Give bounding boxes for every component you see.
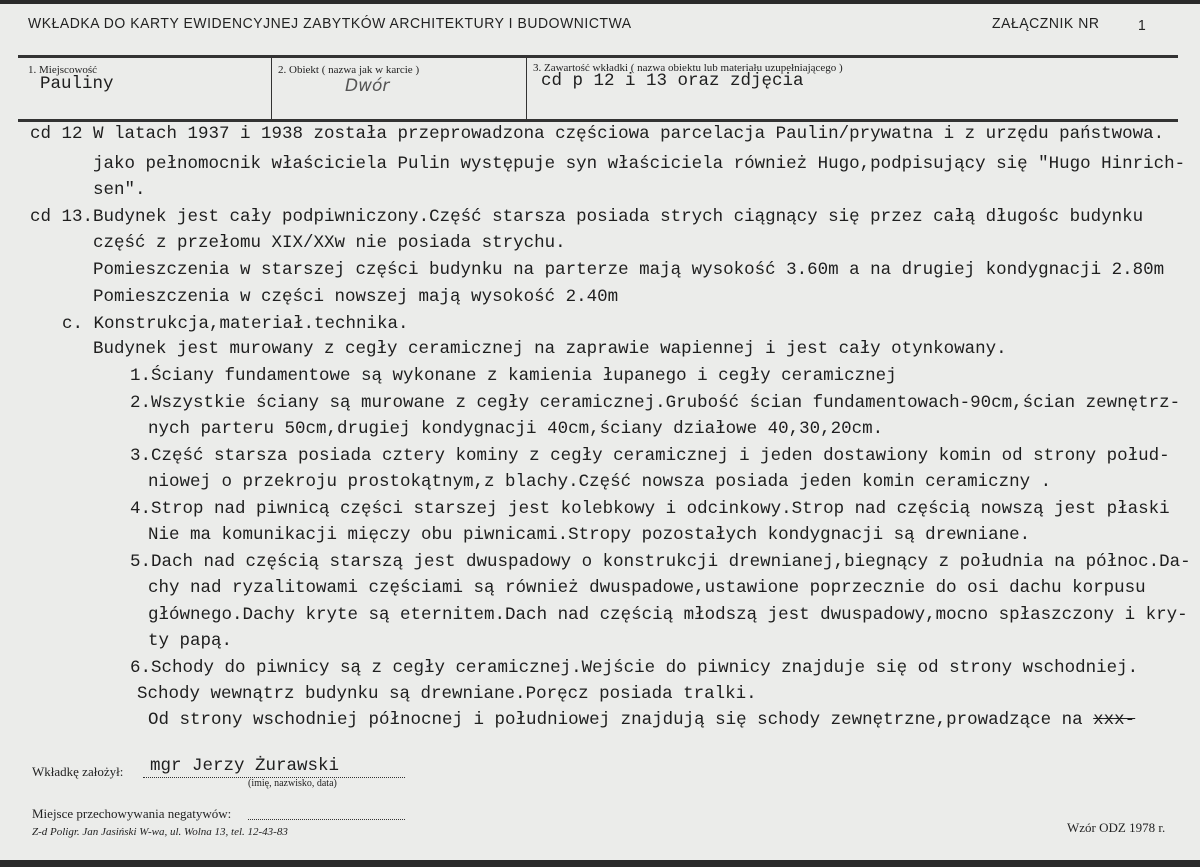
- text-line: 1.Ściany fundamentowe są wykonane z kamienia łupanego i cegły ceramicznej: [130, 366, 897, 386]
- text-line: 3.Część starsza posiada cztery kominy z cegły ceramicznej i jeden dostawiony komin od strony połud-: [130, 446, 1170, 466]
- annex-number: 1: [1138, 17, 1147, 34]
- text-line: Schody wewnątrz budynku są drewniane.Poręcz posiada tralki.: [137, 684, 757, 704]
- locality-value: Pauliny: [40, 74, 114, 94]
- text-line: cd 13.Budynek jest cały podpiwniczony.Część starsza posiada strych ciągnący się przez całą długośc budynku: [30, 207, 1144, 227]
- text-line: Budynek jest murowany z cegły ceramicznej na zaprawie wapiennej i jest cały otynkowany.: [93, 339, 1007, 359]
- contents-label: 3. Zawartość wkładki ( nazwa obiektu lub materiału uzupełniającego ): [533, 62, 843, 74]
- text-line: sen".: [93, 180, 146, 200]
- locality-label: 1. Miejscowość: [28, 64, 98, 76]
- author-value: mgr Jerzy Żurawski: [150, 756, 340, 776]
- text-line: część z przełomu XIX/XXw nie posiada strychu.: [93, 233, 566, 253]
- divider: [526, 57, 527, 119]
- negatives-dotted-line: [248, 819, 405, 820]
- text-line: Pomieszczenia w części nowszej mają wysokość 2.40m: [93, 287, 619, 307]
- author-hint: (imię, nazwisko, data): [248, 778, 337, 789]
- text-line: [148, 710, 1135, 730]
- text-line: niowej o przekroju prostokątnym,z blachy.Część nowsza posiada jeden komin ceramiczny .: [148, 472, 1052, 492]
- object-label: 2. Obiekt ( nazwa jak w karcie ): [278, 64, 420, 76]
- contents-value: cd p 12 i 13 oraz zdjęcia: [541, 71, 804, 91]
- text-line: Pomieszczenia w starszej części budynku na parterze mają wysokość 3.60m a na drugiej kondygnacji 2.80m: [93, 260, 1165, 280]
- text-line: 4.Strop nad piwnicą części starszej jest kolebkowy i odcinkowy.Strop nad częścią nowszą jest płaski: [130, 499, 1170, 519]
- text-line: cd 12 W latach 1937 i 1938 została przeprowadzona częściowa parcelacja Paulin/prywatna i z urzędu państwowa.: [30, 124, 1165, 144]
- text-line: Nie ma komunikacji mięczy obu piwnicami.Stropy pozostałych kondygnacji są drewniane.: [148, 525, 1031, 545]
- negatives-label: Miejsce przechowywania negatywów:: [32, 806, 232, 821]
- struck-text: xxx-: [1093, 710, 1136, 730]
- printer-info: Z-d Poligr. Jan Jasiński W-wa, ul. Wolna 13, tel. 12-43-83: [32, 826, 288, 838]
- text-line-content: Od strony wschodniej północnej i południowej znajdują się schody zewnętrzne,prowadzące na: [148, 710, 1083, 730]
- text-line: c. Konstrukcja,materiał.technika.: [62, 314, 409, 334]
- top-rule: [18, 55, 1178, 58]
- text-line: chy nad ryzalitowami częściami są również dwuspadowe,ustawione poprzecznie do osi dachu korpusu: [148, 578, 1146, 598]
- text-line: jako pełnomocnik właściciela Pulin występuje syn właściciela również Hugo,podpisujący się "Hugo Hinrich-: [93, 154, 1186, 174]
- form-model: Wzór ODZ 1978 r.: [1067, 820, 1166, 835]
- text-line: 6.Schody do piwnicy są z cegły ceramicznej.Wejście do piwnicy znajduje się od strony wschodniej.: [130, 658, 1139, 678]
- author-label: Wkładkę założył:: [32, 764, 124, 779]
- text-line: głównego.Dachy kryte są eternitem.Dach nad częścią młodszą jest dwuspadowy,mocno spłaszczony i kry-: [148, 605, 1188, 625]
- bottom-rule: [18, 119, 1178, 122]
- form-title: WKŁADKA DO KARTY EWIDENCYJNEJ ZABYTKÓW ARCHITEKTURY I BUDOWNICTWA: [28, 15, 632, 32]
- object-value: Dwór: [345, 76, 390, 96]
- text-line: nych parteru 50cm,drugiej kondygnacji 40cm,ściany działowe 40,30,20cm.: [148, 419, 884, 439]
- divider: [271, 57, 272, 119]
- text-line: 5.Dach nad częścią starszą jest dwuspadowy o konstrukcji drewnianej,biegnący z południa na północ.Da-: [130, 552, 1191, 572]
- annex-label: ZAŁĄCZNIK NR: [992, 15, 1100, 32]
- text-line: 2.Wszystkie ściany są murowane z cegły ceramicznej.Grubość ścian fundamentowach-90cm,ścian zewnętrz-: [130, 393, 1181, 413]
- text-line: ty papą.: [148, 631, 233, 651]
- document-sheet: [0, 4, 1200, 860]
